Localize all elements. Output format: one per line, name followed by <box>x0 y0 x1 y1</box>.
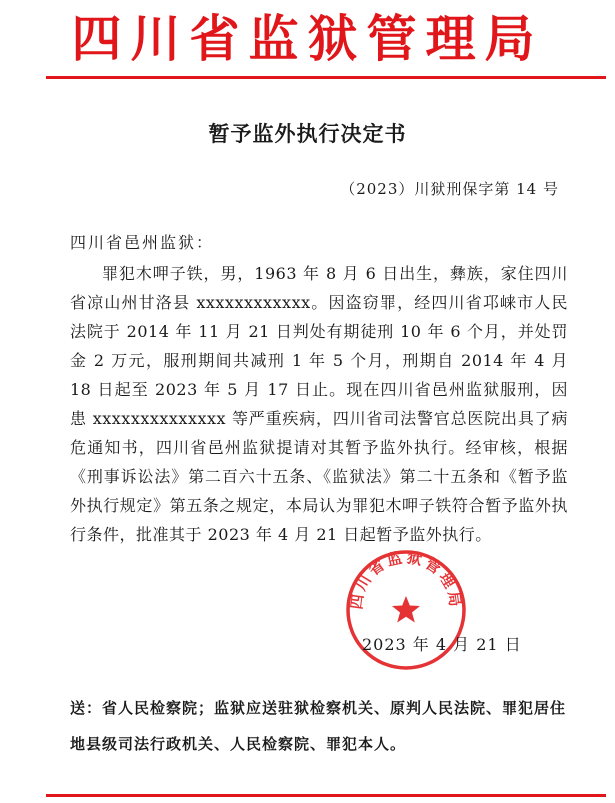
letterhead-title: 四川省监狱管理局 <box>71 10 544 68</box>
distribution-list: 送：省人民检察院；监狱应送驻狱检察机关、原判人民法院、罪犯居住地县级司法行政机关、人民检察院、罪犯本人。 <box>70 699 567 753</box>
seal-star-icon <box>392 596 420 623</box>
document-body: 罪犯木呷子铁，男，1963 年 8 月 6 日出生，彝族，家住四川省凉山州甘洛县 xxxxxxxxxxxx。因盗窃罪，经四川省邛崃市人民法院于 2014 年 11 月 21 日判处有期徒刑 10 年 6 个月，并处罚金 2 万元，服刑期间共减刑 1 年 5 个月，刑期自 2014 年 4 月 18 日起至 2023 年 5 月 17 日止。现在四川省邑州监狱服刑，因患 xxxxxxxxxxxxxx 等严重疾病，四川省司法警官总医院出具了病危通知书，四川省邑州监狱提请对其暂予监外执行。经审核，根据《刑事诉讼法》第二百六十五条、《监狱法》第二十五条和《暂予监外执行规定》第五条之规定，本局认为罪犯木呷子铁符合暂予监外执行条件，批准其于 2023 年 4 月 21 日起暂予监外执行。 <box>70 264 568 544</box>
footer-divider <box>46 794 606 797</box>
document-title: 暂予监外执行决定书 <box>208 122 407 146</box>
letterhead-divider <box>46 76 606 79</box>
document-number: （2023）川狱刑保字第 14 号 <box>340 180 559 198</box>
addressee: 四川省邑州监狱： <box>70 233 215 252</box>
letterhead <box>0 8 615 70</box>
seal-text: 四川省监狱管理局 <box>347 548 465 611</box>
document-date: 2023 年 4 月 21 日 <box>362 635 522 654</box>
